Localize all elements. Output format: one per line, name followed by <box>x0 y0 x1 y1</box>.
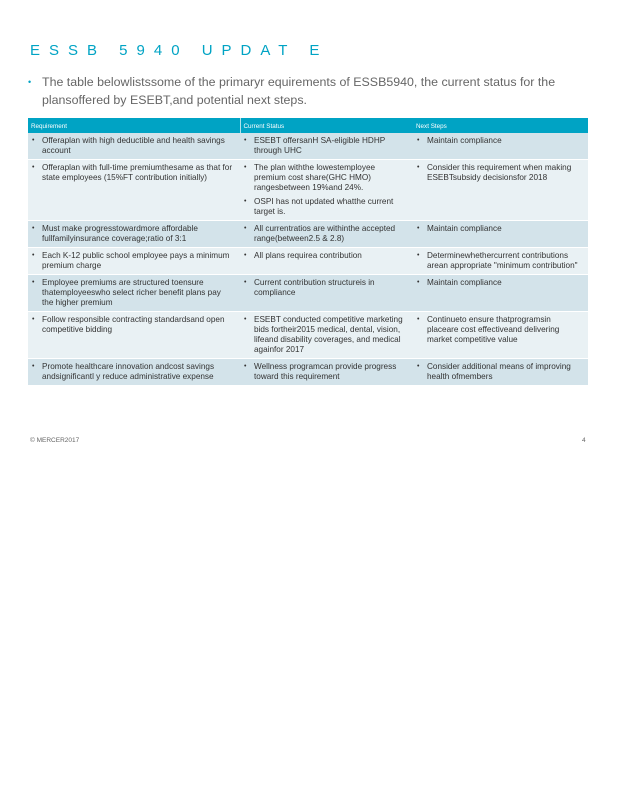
bullet-text: Follow responsible contracting standardsand open competitive bidding <box>42 315 225 334</box>
bullet-icon: • <box>28 77 32 87</box>
header-current-status: Current Status <box>240 118 413 133</box>
bullet-icon: • <box>32 252 35 259</box>
next-steps-cell <box>413 275 588 312</box>
bullet-item <box>31 163 234 183</box>
bullet-text: All plans requirea contribution <box>254 251 362 260</box>
status-cell <box>240 160 413 221</box>
bullet-icon: • <box>417 137 420 144</box>
bullet-text: Current contribution structureis in compliance <box>254 278 375 297</box>
bullet-text: Offeraplan with full-time premiumthesame as that for state employees (15%FT contribution initially) <box>42 163 233 182</box>
requirement-cell <box>28 133 240 160</box>
next-steps-cell <box>413 312 588 359</box>
bullet-icon: • <box>32 137 35 144</box>
bullet-item <box>416 315 582 345</box>
bullet-icon: • <box>32 164 35 171</box>
table-header-row <box>28 118 588 133</box>
bullet-icon: • <box>244 252 247 259</box>
bullet-icon: • <box>32 363 35 370</box>
bullet-text: All currentratios are withinthe accepted range(between2.5 & 2.8) <box>254 224 396 243</box>
bullet-text: Each K-12 public school employee pays a minimum premium charge <box>42 251 230 270</box>
next-steps-cell <box>413 221 588 248</box>
bullet-item <box>416 163 582 183</box>
bullet-text: Must make progresstowardmore affordable fullfamilyinsurance coverage;ratio of 3:1 <box>42 224 198 243</box>
requirement-cell <box>28 312 240 359</box>
table-row <box>28 275 588 312</box>
next-steps-cell <box>413 359 588 386</box>
requirements-table <box>28 118 588 386</box>
bullet-icon: • <box>417 164 420 171</box>
bullet-item <box>243 224 407 244</box>
bullet-item <box>416 362 582 382</box>
bullet-item <box>416 224 582 234</box>
requirement-cell <box>28 248 240 275</box>
bullet-text: Consider this requirement when making ESEBTsubsidy decisionsfor 2018 <box>427 163 572 182</box>
requirement-cell <box>28 221 240 248</box>
bullet-icon: • <box>417 252 420 259</box>
bullet-text: Continueto ensure thatprogramsin placeare cost effectiveand delivering market competitive value <box>427 315 560 344</box>
bullet-icon: • <box>417 316 420 323</box>
status-cell <box>240 312 413 359</box>
requirement-cell <box>28 359 240 386</box>
bullet-icon: • <box>32 316 35 323</box>
bullet-item <box>416 278 582 288</box>
bullet-text: Wellness programcan provide progress toward this requirement <box>254 362 397 381</box>
bullet-item <box>31 362 234 382</box>
bullet-icon: • <box>244 198 247 205</box>
bullet-text: OSPI has not updated whatthe current target is. <box>254 197 394 216</box>
bullet-item <box>416 251 582 271</box>
bullet-text: ESEBT conducted competitive marketing bids fortheir2015 medical, dental, vision, lifeand disability coverages, and medical againfor 2017 <box>254 315 403 354</box>
next-steps-cell <box>413 160 588 221</box>
bullet-item <box>31 136 234 156</box>
bullet-text: Determinewhethercurrent contributions arean appropriate "minimum contribution" <box>427 251 578 270</box>
table-row <box>28 359 588 386</box>
header-requirement: Requirement <box>28 118 240 133</box>
bullet-text: Employee premiums are structured toensure thatemployeeswho select richer benefit plans pay the higher premium <box>42 278 221 307</box>
bullet-item <box>416 136 582 146</box>
bullet-text: Consider additional means of improving health ofmembers <box>427 362 571 381</box>
bullet-icon: • <box>244 137 247 144</box>
bullet-text: Maintain compliance <box>427 136 502 145</box>
page-title: ESSB 5940 UPDAT E <box>30 42 329 59</box>
bullet-item <box>31 315 234 335</box>
table-row <box>28 221 588 248</box>
status-cell <box>240 221 413 248</box>
bullet-item <box>243 362 407 382</box>
bullet-item <box>31 224 234 244</box>
next-steps-cell <box>413 248 588 275</box>
page-number: 4 <box>582 437 586 444</box>
bullet-icon: • <box>244 279 247 286</box>
requirement-cell <box>28 275 240 312</box>
requirement-cell <box>28 160 240 221</box>
bullet-item <box>243 251 407 261</box>
status-cell <box>240 359 413 386</box>
bullet-item <box>243 163 407 193</box>
bullet-text: Maintain compliance <box>427 224 502 233</box>
bullet-icon: • <box>244 225 247 232</box>
bullet-text: Promote healthcare innovation andcost savings andsignificantl y reduce administrative expense <box>42 362 215 381</box>
header-next-steps: Next Steps <box>413 118 588 133</box>
table-row <box>28 160 588 221</box>
status-cell <box>240 248 413 275</box>
intro-paragraph <box>28 73 578 109</box>
bullet-text: Offeraplan with high deductible and health savings account <box>42 136 225 155</box>
table-row <box>28 312 588 359</box>
status-cell <box>240 275 413 312</box>
bullet-icon: • <box>417 363 420 370</box>
bullet-item <box>243 136 407 156</box>
table-row <box>28 133 588 160</box>
bullet-icon: • <box>32 225 35 232</box>
bullet-icon: • <box>32 279 35 286</box>
bullet-icon: • <box>244 316 247 323</box>
bullet-text: The plan withthe lowestemployee premium cost share(GHC HMO) rangesbetween 19%and 24%. <box>254 163 376 192</box>
next-steps-cell <box>413 133 588 160</box>
bullet-item <box>243 197 407 217</box>
intro-text: The table belowlistssome of the primaryr equirements of ESSB5940, the current status for the plansoffered by ESEBT,and potential next steps. <box>42 75 556 107</box>
status-cell <box>240 133 413 160</box>
bullet-text: Maintain compliance <box>427 278 502 287</box>
bullet-item <box>31 251 234 271</box>
bullet-item <box>243 278 407 298</box>
copyright: © MERCER2017 <box>30 437 80 444</box>
bullet-item <box>243 315 407 355</box>
bullet-item <box>31 278 234 308</box>
bullet-icon: • <box>244 164 247 171</box>
bullet-text: ESEBT offersanH SA-eligible HDHP through UHC <box>254 136 386 155</box>
bullet-icon: • <box>244 363 247 370</box>
bullet-icon: • <box>417 279 420 286</box>
bullet-icon: • <box>417 225 420 232</box>
table-row <box>28 248 588 275</box>
